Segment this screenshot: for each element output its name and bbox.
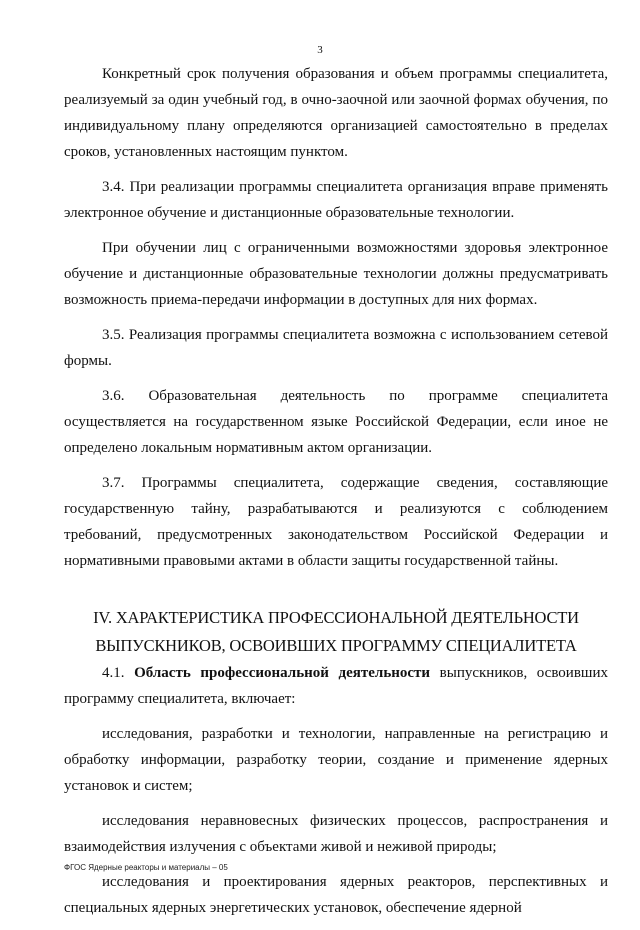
paragraph-4-1-number: 4.1.	[102, 665, 135, 681]
paragraph-4-1	[64, 660, 608, 712]
section-heading	[64, 604, 608, 660]
paragraph-3-7: 3.7. Программы специалитета, содержащие сведения, составляющие государственную тайну, разрабатываются и реализуются с соблюдением требований, предусмотренных законодательством Российской Федерации и нормативными правовыми актами в области защиты государственной тайны.	[64, 475, 608, 569]
paragraph-4-1-rest: выпускников, освоивших программу специалитета, включает:	[64, 665, 608, 707]
footer-text: ФГОС Ядерные реакторы и материалы – 05	[64, 863, 228, 872]
list-item-reactors: исследования и проектирования ядерных реакторов, перспективных и специальных ядерных энергетических установок, обеспечение ядерной	[64, 874, 608, 916]
paragraph-3-5: 3.5. Реализация программы специалитета возможна с использованием сетевой формы.	[64, 327, 608, 369]
paragraph-term: Конкретный срок получения образования и объем программы специалитета, реализуемый за один учебный год, в очно-заочной или заочной формах обучения, по индивидуальному плану определяются организацией самостоятельно в пределах сроков, установленных настоящим пунктом.	[64, 66, 608, 160]
document-body	[64, 61, 608, 930]
paragraph-3-6: 3.6. Образовательная деятельность по программе специалитета осуществляется на государственном языке Российской Федерации, если иное не определено локальным нормативным актом организации.	[64, 388, 608, 456]
page-number: 3	[317, 44, 323, 56]
list-item-nonequilibrium: исследования неравновесных физических процессов, распространения и взаимодействия излучения с объектами живой и неживой природы;	[64, 813, 608, 855]
paragraph-3-4: 3.4. При реализации программы специалитета организация вправе применять электронное обучение и дистанционные образовательные технологии.	[64, 179, 608, 221]
list-item-research: исследования, разработки и технологии, направленные на регистрацию и обработку информации, разработку теории, создание и применение ядерных установок и систем;	[64, 726, 608, 794]
paragraph-disabilities: При обучении лиц с ограниченными возможностями здоровья электронное обучение и дистанционные образовательные технологии должны предусматривать возможность приема-передачи информации в доступных для них формах.	[64, 240, 608, 308]
paragraph-4-1-bold-term: Область профессиональной деятельности	[134, 665, 431, 681]
section-heading-line2: ВЫПУСКНИКОВ, ОСВОИВШИХ ПРОГРАММУ СПЕЦИАЛИТЕТА	[95, 636, 577, 655]
section-heading-line1: IV. ХАРАКТЕРИСТИКА ПРОФЕССИОНАЛЬНОЙ ДЕЯТЕЛЬНОСТИ	[93, 608, 579, 627]
